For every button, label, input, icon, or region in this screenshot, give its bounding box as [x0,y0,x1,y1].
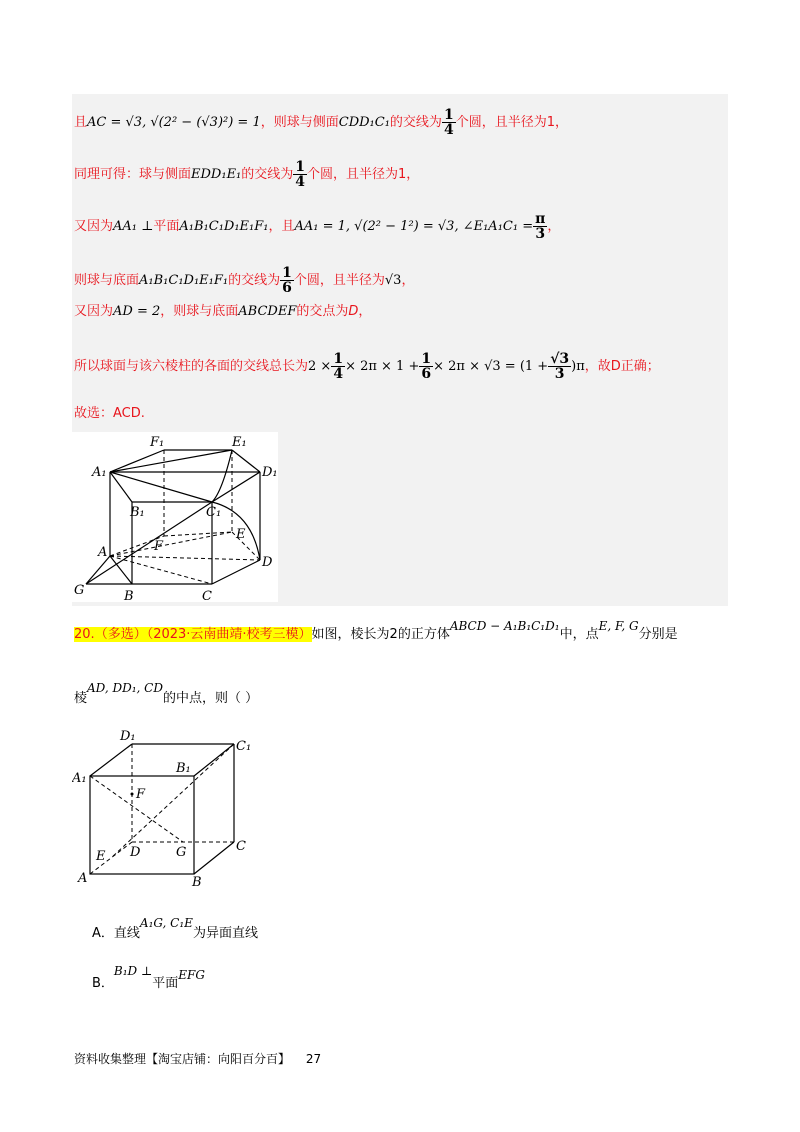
label-a1: A₁ [92,465,107,480]
question-20-line-2 [74,681,259,709]
text: 为异面直线 [192,926,258,941]
hex-prism-figure [72,432,278,602]
label-e1: E₁ [232,435,247,450]
label-e: E [96,849,106,864]
text: 的交线为 [241,167,294,182]
text: 平面 [153,219,180,234]
text: 中，点 [559,627,599,642]
math: E, F, G [598,619,639,633]
text: D [348,304,359,319]
edge-a1d1 [90,744,132,776]
label-c: C [236,839,246,854]
line-a1g [90,776,183,842]
math: )π [571,359,585,374]
fraction: $\frac{1}{6}$ [282,265,292,296]
fraction: $\frac{1}{4}$ [333,351,344,382]
text: ，故D正确； [584,359,660,374]
label-b: B [124,589,134,602]
edge-cb [194,842,234,874]
option-a [92,916,258,941]
line-c1e [111,744,234,858]
label-b1: B₁ [130,505,145,520]
text: 的交点为 [296,304,349,319]
label-f: F [136,787,146,802]
math: EFG [178,968,205,982]
solution-line-4 [74,266,414,295]
question-20 [74,619,678,645]
option-b [92,964,205,991]
label-d: D [262,555,273,570]
text: ， [401,273,415,288]
math: × 2π × 1 + [345,359,420,374]
text: 的交线为 [228,273,281,288]
math: AA₁ ⊥ [113,219,154,234]
text: ，且 [268,219,295,234]
label-c1: C₁ [236,739,252,754]
math: ABCD − A₁B₁C₁D₁ [449,619,560,633]
point-f [131,793,134,796]
text: 直线 [113,926,140,941]
label-b: B [192,875,202,890]
text: ，则球与侧面 [260,115,339,130]
label-c1: C₁ [206,505,222,520]
text: 分别是 [638,627,678,642]
solution-line-2 [74,160,419,189]
fraction: $\frac{1}{6}$ [421,351,432,382]
math: EDD₁E₁ [191,167,242,182]
label-b1: B₁ [176,761,191,776]
text: 棱 [74,691,88,706]
footer-text: 资料收集整理【淘宝店铺：向阳百分百】 [74,1052,291,1066]
text: 如图，棱长为2的正方体 [311,627,450,642]
text: 个圆，且半径为1， [455,115,568,130]
text: 又因为 [74,219,114,234]
text: 又因为 [74,304,114,319]
label-d: D [130,845,141,860]
text: 的交线为 [389,115,442,130]
text: 则球与底面 [74,273,140,288]
text: ，则球与底面 [160,304,239,319]
text: 的中点，则（ ） [163,691,259,706]
fraction: $\frac{\pi}{3}$ [535,211,546,242]
text: 个圆，且半径为 [293,273,385,288]
answer-line: 故选：ACD. [74,406,145,421]
label-a: A [78,871,88,886]
math: CDD₁C₁ [338,115,390,130]
math: 2 × [308,359,332,374]
text: ， [358,304,372,319]
label-g: G [74,583,85,598]
page-footer [74,1050,321,1067]
math: ABCDEF [238,304,297,319]
solution-line-3 [74,212,560,241]
label-c: C [202,589,212,602]
solution-line-1 [74,108,568,137]
math: AA₁ = 1, √(2² − 1²) = √3, ∠E₁A₁C₁ = [294,219,534,234]
label-a: A [98,545,108,560]
edge-c1b1 [194,744,234,776]
text: 所以球面与该六棱柱的各面的交线总长为 [74,359,309,374]
math: × 2π × √3 = (1 + [433,359,549,374]
math: A₁B₁C₁D₁E₁F₁ [139,273,229,288]
text: ， [547,219,561,234]
label-d1: D₁ [120,729,136,744]
text: 个圆，且半径为1， [307,167,420,182]
label-f1: F₁ [150,435,165,450]
math: A₁B₁C₁D₁E₁F₁ [179,219,269,234]
figure-background [72,432,278,602]
question-tag: （多选）（2023·云南曲靖·校考三模） [94,627,312,642]
option-label: A． [92,926,114,941]
page-number: 27 [305,1052,322,1066]
math: B₁D ⊥ [113,964,153,978]
question-number: 20. [74,627,95,642]
fraction: $\frac{√3}{3}$ [550,351,570,382]
fraction: $\frac{1}{4}$ [443,107,454,138]
math: AC = √3, √(2² − (√3)²) = 1 [87,115,261,130]
label-f: F [154,539,164,554]
math: AD, DD₁, CD [87,681,163,695]
text: 同理可得：球与侧面 [74,167,192,182]
cube-figure [72,726,252,890]
label-e: E [236,527,246,542]
label-g: G [176,845,187,860]
fraction: $\frac{1}{4}$ [295,159,306,190]
math: AD = 2 [113,304,161,319]
text: 平面 [152,976,179,991]
math: A₁G, C₁E [139,916,193,930]
label-d1: D₁ [262,465,278,480]
math: √3 [384,273,402,288]
solution-line-6 [74,352,660,381]
option-label: B． [92,976,114,991]
solution-line-5 [74,302,371,322]
label-a1: A₁ [72,771,87,786]
text: 且 [74,115,88,130]
